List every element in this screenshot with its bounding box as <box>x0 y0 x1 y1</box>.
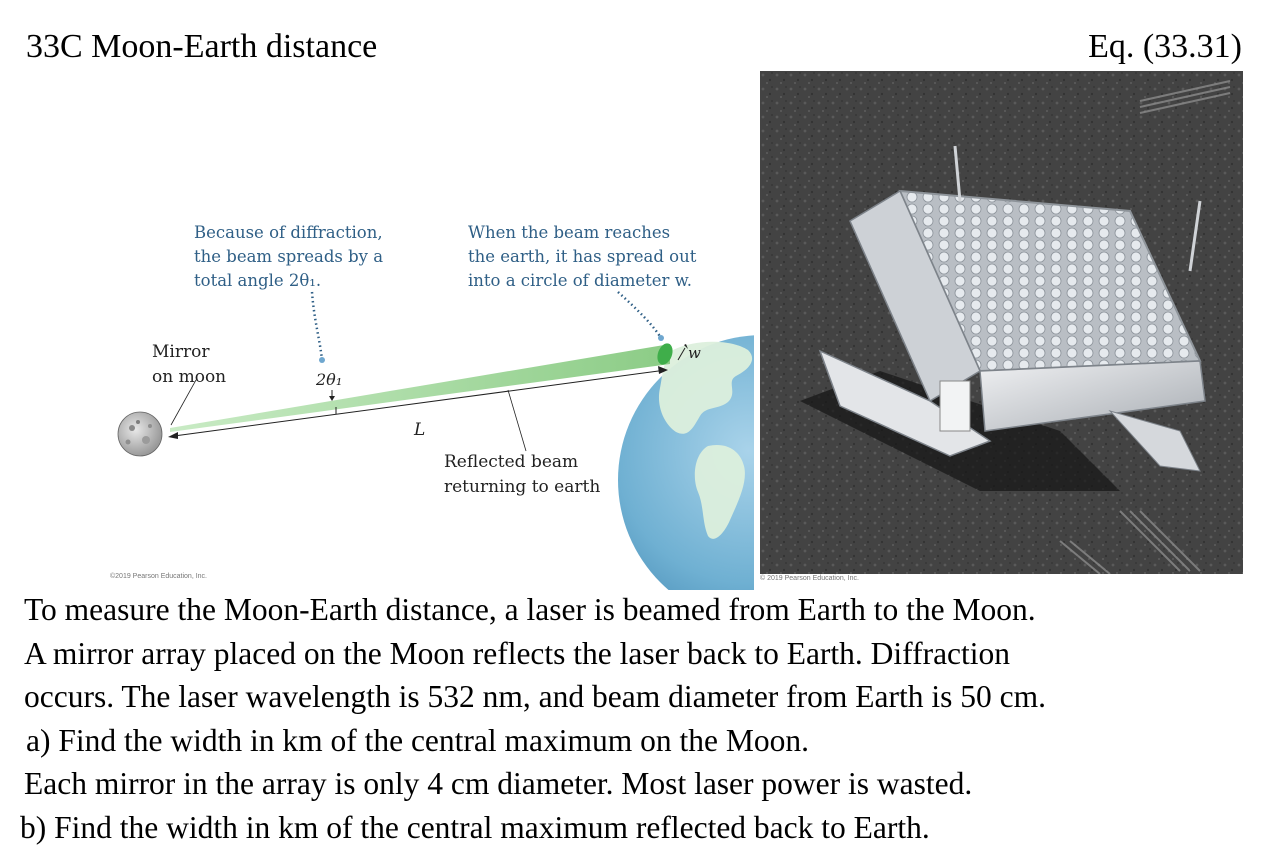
problem-title: 33C Moon-Earth distance <box>26 28 378 65</box>
moon-sphere <box>118 412 162 456</box>
spread-caption: When the beam reaches the earth, it has spread out into a circle of diameter w. <box>468 223 697 290</box>
lunar-photo-graphic <box>760 71 1243 574</box>
problem-statement <box>20 588 1254 849</box>
problem-line: occurs. The laser wavelength is 532 nm, and beam diameter from Earth is 50 cm. <box>24 679 1046 714</box>
earth-globe <box>618 290 758 590</box>
reflected-beam-label: Reflected beam returning to earth <box>444 452 601 497</box>
problem-line: A mirror array placed on the Moon reflects the laser back to Earth. Diffraction <box>24 635 1011 671</box>
photo-credit: © 2019 Pearson Education, Inc. <box>760 575 859 582</box>
equation-reference: Eq. (33.31) <box>1088 28 1242 65</box>
diffraction-caption: Because of diffraction, the beam spreads by a total angle 2θ₁. <box>194 223 384 290</box>
width-label: w <box>688 344 701 362</box>
figure-credit: ©2019 Pearson Education, Inc. <box>110 573 207 580</box>
distance-label: L <box>414 420 426 440</box>
diffraction-diagram <box>108 210 758 590</box>
retroreflector-photo <box>760 71 1243 574</box>
problem-line: To measure the Moon-Earth distance, a laser is beamed from Earth to the Moon. <box>24 592 1036 627</box>
problem-line: Each mirror in the array is only 4 cm diameter. Most laser power is wasted. <box>24 766 973 801</box>
mirror-label: Mirror on moon <box>152 342 227 387</box>
question-a: a) Find the width in km of the central maximum on the Moon. <box>26 722 809 758</box>
laser-beam <box>170 344 670 432</box>
angle-label: 2θ₁ <box>316 370 343 389</box>
question-b: b) Find the width in km of the central maximum reflected back to Earth. <box>20 809 930 845</box>
